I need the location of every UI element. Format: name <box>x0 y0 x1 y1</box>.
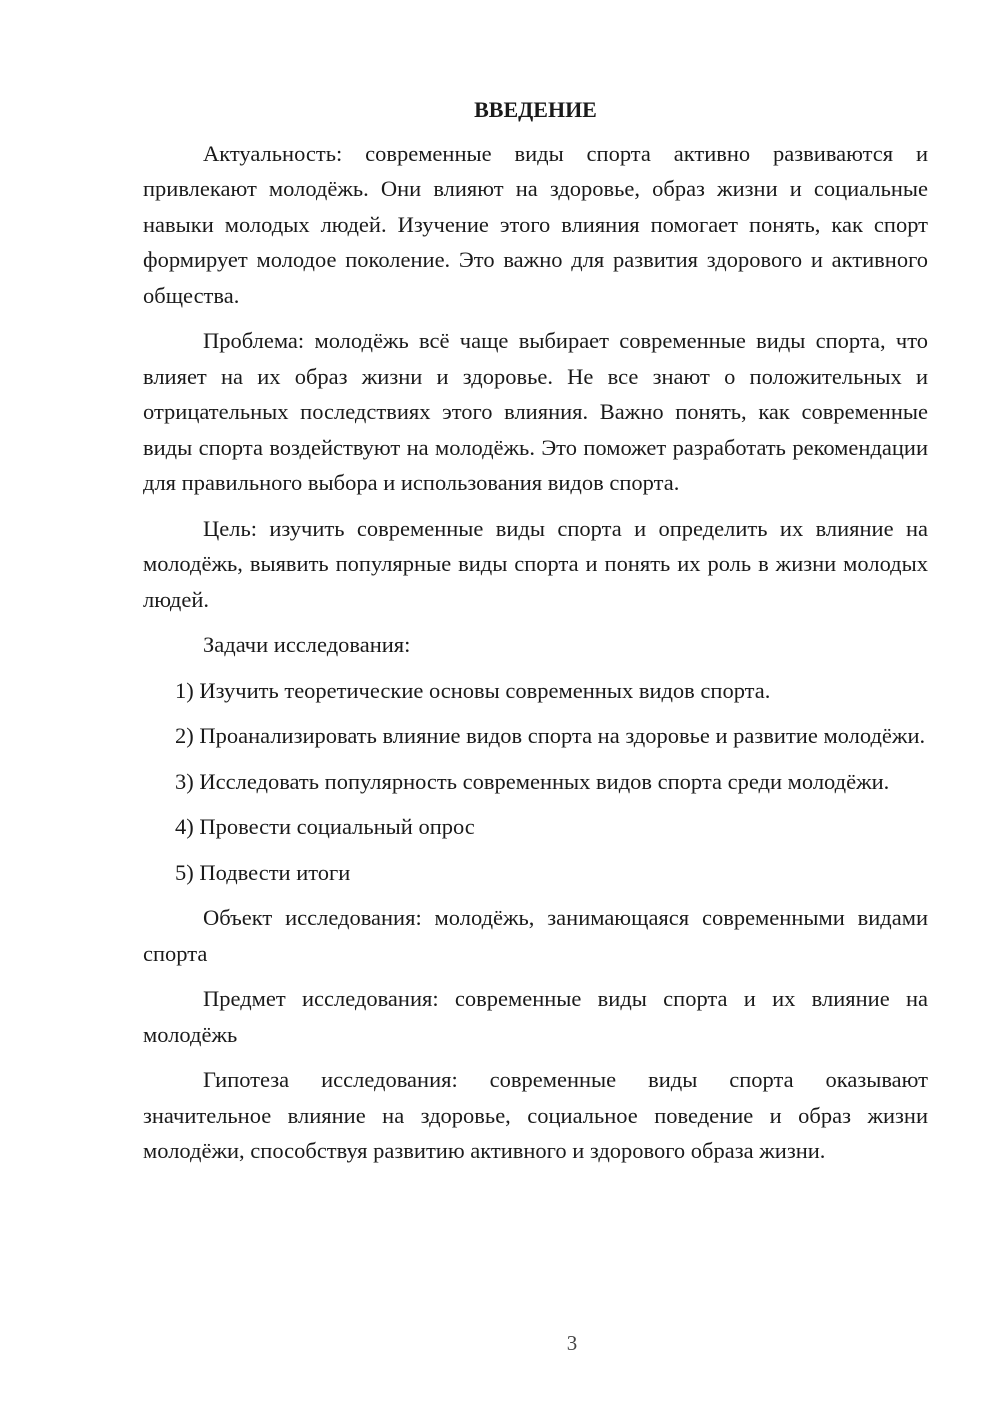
page-number: 3 <box>566 1331 578 1355</box>
paragraph-hypothesis: Гипотеза исследования: современные виды спорта оказывают значительное влияние на здоровье, социальное поведение и образ жизни молодёжи, способствуя развитию активного и здорового образа жизни. <box>143 1067 928 1163</box>
task-item: 1) Изучить теоретические основы современных видов спорта. <box>175 677 771 703</box>
paragraph-object: Объект исследования: молодёжь, занимающаяся современными видами спорта <box>143 905 928 966</box>
paragraph-relevance: Актуальность: современные виды спорта активно развиваются и привлекают молодёжь. Они влияют на здоровье, образ жизни и социальные навыки молодых людей. Изучение этого влияния помогает понять, как спорт формирует молодое поколение. Это важно для развития здорового и активного общества. <box>143 140 928 308</box>
section-title: ВВЕДЕНИЕ <box>474 97 597 122</box>
task-item: 5) Подвести итоги <box>175 859 351 885</box>
task-item: 3) Исследовать популярность современных видов спорта среди молодёжи. <box>175 768 890 794</box>
paragraph-subject: Предмет исследования: современные виды спорта и их влияние на молодёжь <box>143 986 928 1047</box>
document-page <box>143 92 928 1179</box>
tasks-heading: Задачи исследования: <box>203 632 411 657</box>
task-item: 4) Провести социальный опрос <box>175 814 475 839</box>
paragraph-goal: Цель: изучить современные виды спорта и определить их влияние на молодёжь, выявить популярные виды спорта и понять их роль в жизни молодых людей. <box>143 515 928 612</box>
paragraph-problem: Проблема: молодёжь всё чаще выбирает современные виды спорта, что влияет на их образ жизни и здоровье. Не все знают о положительных и отрицательных последствиях этого влияния. Важно понять, как современные виды спорта воздействуют на молодёжь. Это поможет разработать рекомендации для правильного выбора и использования видов спорта. <box>143 328 928 495</box>
task-item: 2) Проанализировать влияние видов спорта на здоровье и развитие молодёжи. <box>175 723 926 748</box>
